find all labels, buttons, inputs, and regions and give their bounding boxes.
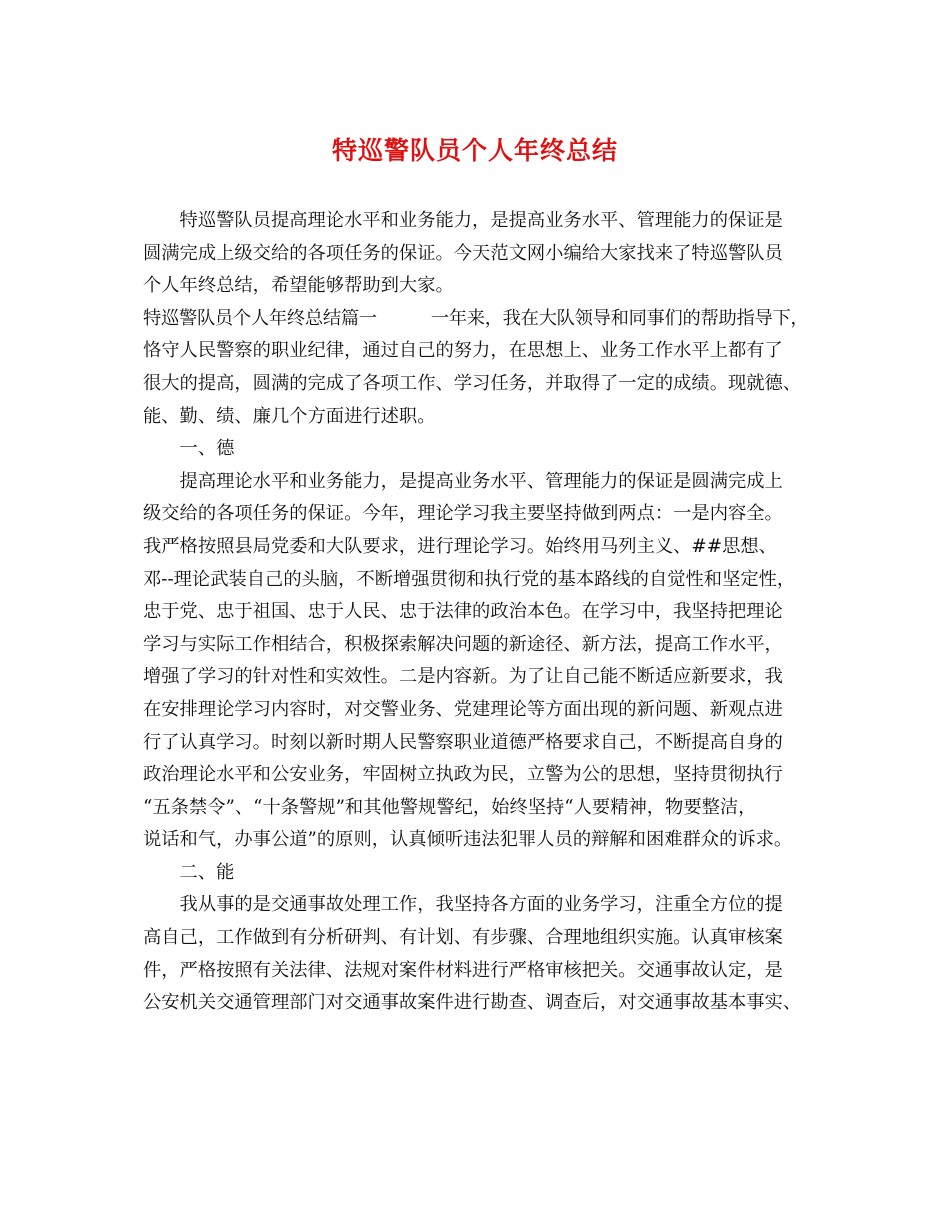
body-line: 邓--理论武装自己的头脑，不断增强贯彻和执行党的基本路线的自觉性和坚定性， <box>143 568 796 590</box>
body-line: 能、勤、绩、廉几个方面进行述职。 <box>143 405 436 427</box>
document-body <box>143 205 808 1020</box>
body-line: 学习与实际工作相结合，积极探索解决问题的新途径、新方法，提高工作水平， <box>143 633 783 655</box>
document-title: 特巡警队员个人年终总结 <box>331 136 618 165</box>
section-heading-neng: 二、能 <box>143 861 235 883</box>
body-line: 特巡警队员提高理论水平和业务能力，是提高业务水平、管理能力的保证是 <box>143 210 783 231</box>
body-line: 很大的提高，圆满的完成了各项工作、学习任务，并取得了一定的成绩。现就德、 <box>143 372 802 394</box>
body-line: 行了认真学习。时刻以新时期人民警察职业道德严格要求自己，不断提高自身的 <box>143 731 783 753</box>
body-line: 增强了学习的针对性和实效性。二是内容新。为了让自己能不断适应新要求，我 <box>143 666 783 688</box>
body-line: 圆满完成上级交给的各项任务的保证。今天范文网小编给大家找来了特巡警队员 <box>143 242 783 264</box>
body-line: 件，严格按照有关法律、法规对案件材料进行严格审核把关。交通事故认定，是 <box>143 959 783 981</box>
body-line: 提高理论水平和业务能力，是提高业务水平、管理能力的保证是圆满完成上 <box>143 470 783 492</box>
body-line: 特巡警队员个人年终总结篇一 一年来，我在大队领导和同事们的帮助指导下， <box>143 307 809 329</box>
body-line: 在安排理论学习内容时，对交警业务、党建理论等方面出现的新问题、新观点进 <box>143 698 783 720</box>
body-line: 政治理论水平和公安业务，牢固树立执政为民，立警为公的思想，坚持贯彻执行 <box>143 764 783 786</box>
body-line: 说话和气，办事公道”的原则，认真倾听违法犯罪人员的辩解和困难群众的诉求。 <box>143 829 793 851</box>
body-line: 我严格按照县局党委和大队要求，进行理论学习。始终用马列主义、##思想、 <box>143 535 777 557</box>
body-line: 我从事的是交通事故处理工作，我坚持各方面的业务学习，注重全方位的提 <box>143 894 783 916</box>
body-line: 公安机关交通管理部门对交通事故案件进行勘查、调查后，对交通事故基本事实、 <box>143 992 802 1014</box>
section-heading-de: 一、德 <box>143 438 235 460</box>
body-line: 级交给的各项任务的保证。今年，理论学习我主要坚持做到两点：一是内容全。 <box>143 503 783 525</box>
body-line: 个人年终总结，希望能够帮助到大家。 <box>143 275 454 297</box>
body-line: 高自己，工作做到有分析研判、有计划、有步骤、合理地组织实施。认真审核案 <box>143 927 783 949</box>
body-line: “五条禁令”、“十条警规”和其他警规警纪，始终坚持“人要精神，物要整洁， <box>143 796 757 818</box>
body-line: 忠于党、忠于祖国、忠于人民、忠于法律的政治本色。在学习中，我坚持把理论 <box>143 601 783 623</box>
body-line: 恪守人民警察的职业纪律，通过自己的努力，在思想上、业务工作水平上都有了 <box>143 340 783 362</box>
